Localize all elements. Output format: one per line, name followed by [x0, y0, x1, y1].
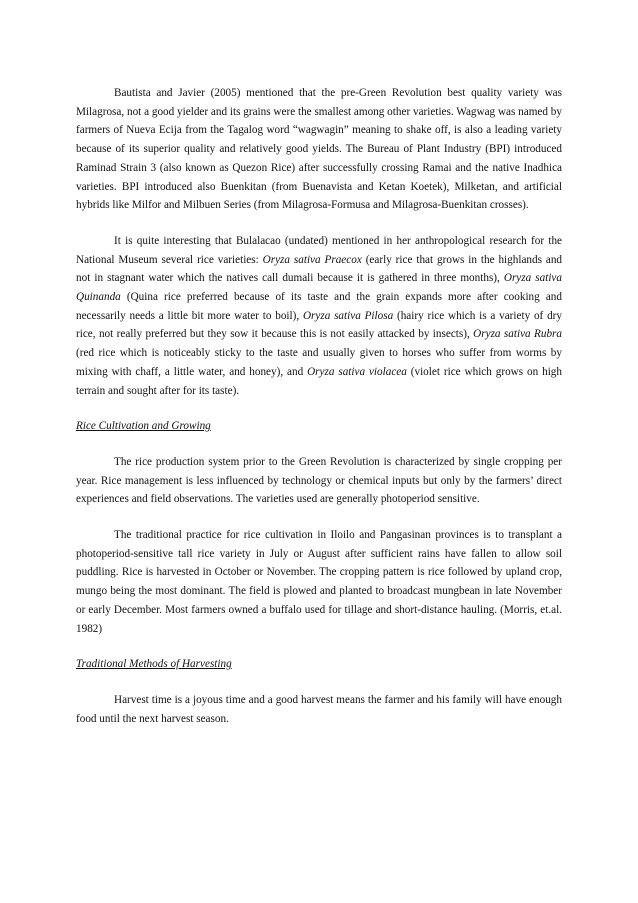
species-name: Oryza sativa Rubra	[473, 328, 562, 341]
species-name: Oryza sativa violacea	[307, 365, 407, 378]
section-heading-harvesting	[76, 655, 562, 674]
paragraph-milagrosa-varieties	[76, 84, 562, 215]
text-segment: (Quina rice preferred because of its taste and the grain expands more after cooking and necessarily needs a little bit more water to boil),	[76, 291, 562, 322]
text-segment: (violet rice which grows on high terrain and sought after for its taste).	[76, 365, 562, 397]
species-name: Oryza sativa Quinanda	[76, 272, 562, 304]
text-segment: (early rice that grows in the highlands and not in stagnant water which the natives call dumali because it is gathered in three months),	[76, 253, 563, 285]
text-segment: The rice production system prior to the Green Revolution is characterized by single cropping per year. Rice management is less influenced by technology or chemical inputs but only by the farmers’ direct experiences and field observations. The varieties used are generally photoperiod sensitive.	[76, 455, 562, 506]
heading-text: Traditional Methods of Harvesting	[76, 658, 232, 671]
text-segment: (hairy rice which is a variety of dry rice, not really preferred but they sow it because this is not easily attacked by insects),	[76, 309, 562, 341]
text-segment: Bautista and Javier (2005) mentioned that the pre-Green Revolution best quality variety was Milagrosa, not a good yielder and its grains were the smallest among other varieties. Wagwag was named by farmers of Nueva Ecija from the Tagalog word “wagwagin” meaning to shake off, is also a leading variety because of its superior quality and relatively good yields. The Bureau of Plant Industry (BPI) introduced Raminad Strain 3 (also known as Quezon Rice) after successfully crossing Ramai and the native Inadhica varieties. BPI introduced also Buenkitan (from Buenavista and Ketan Koetek), Milketan, and artificial hybrids like Milfor and Milbuen Series (from Milagrosa-Formusa and Milagrosa-Buenkitan crosses).	[76, 87, 562, 212]
text-segment: Harvest time is a joyous time and a good harvest means the farmer and his family will have enough food until the next harvest season.	[76, 693, 562, 725]
paragraph-traditional-practice	[76, 526, 562, 638]
section-heading-rice-cultivation	[76, 417, 562, 436]
heading-text: Rice Cultivation and Growing	[76, 420, 211, 433]
species-name: Oryza sativa Praecox	[262, 253, 362, 266]
paragraph-production-system	[76, 453, 562, 509]
text-segment: It is quite interesting that Bulalacao (undated) mentioned in her anthropological research for the National Museum several rice varieties:	[76, 234, 562, 266]
paragraph-harvest-time	[76, 691, 562, 728]
text-segment: (red rice which is noticeably sticky to the taste and usually given to horses who suffer from worms by mixing with chaff, a little water, and honey), and	[76, 347, 562, 378]
species-name: Oryza sativa Pilosa	[302, 309, 394, 322]
text-segment: The traditional practice for rice cultivation in Iloilo and Pangasinan provinces is to transplant a photoperiod-sensitive tall rice variety in July or August after sufficient rains have fallen to allow soil puddling. Rice is harvested in October or November. The cropping pattern is rice followed by upland crop, mungo being the most dominant. The field is plowed and planted to broadcast mungbean in late November or early December. Most farmers owned a buffalo used for tillage and short-distance hauling. (Morris, et.al. 1982)	[76, 529, 562, 635]
paragraph-bulalacao-varieties	[76, 232, 562, 400]
